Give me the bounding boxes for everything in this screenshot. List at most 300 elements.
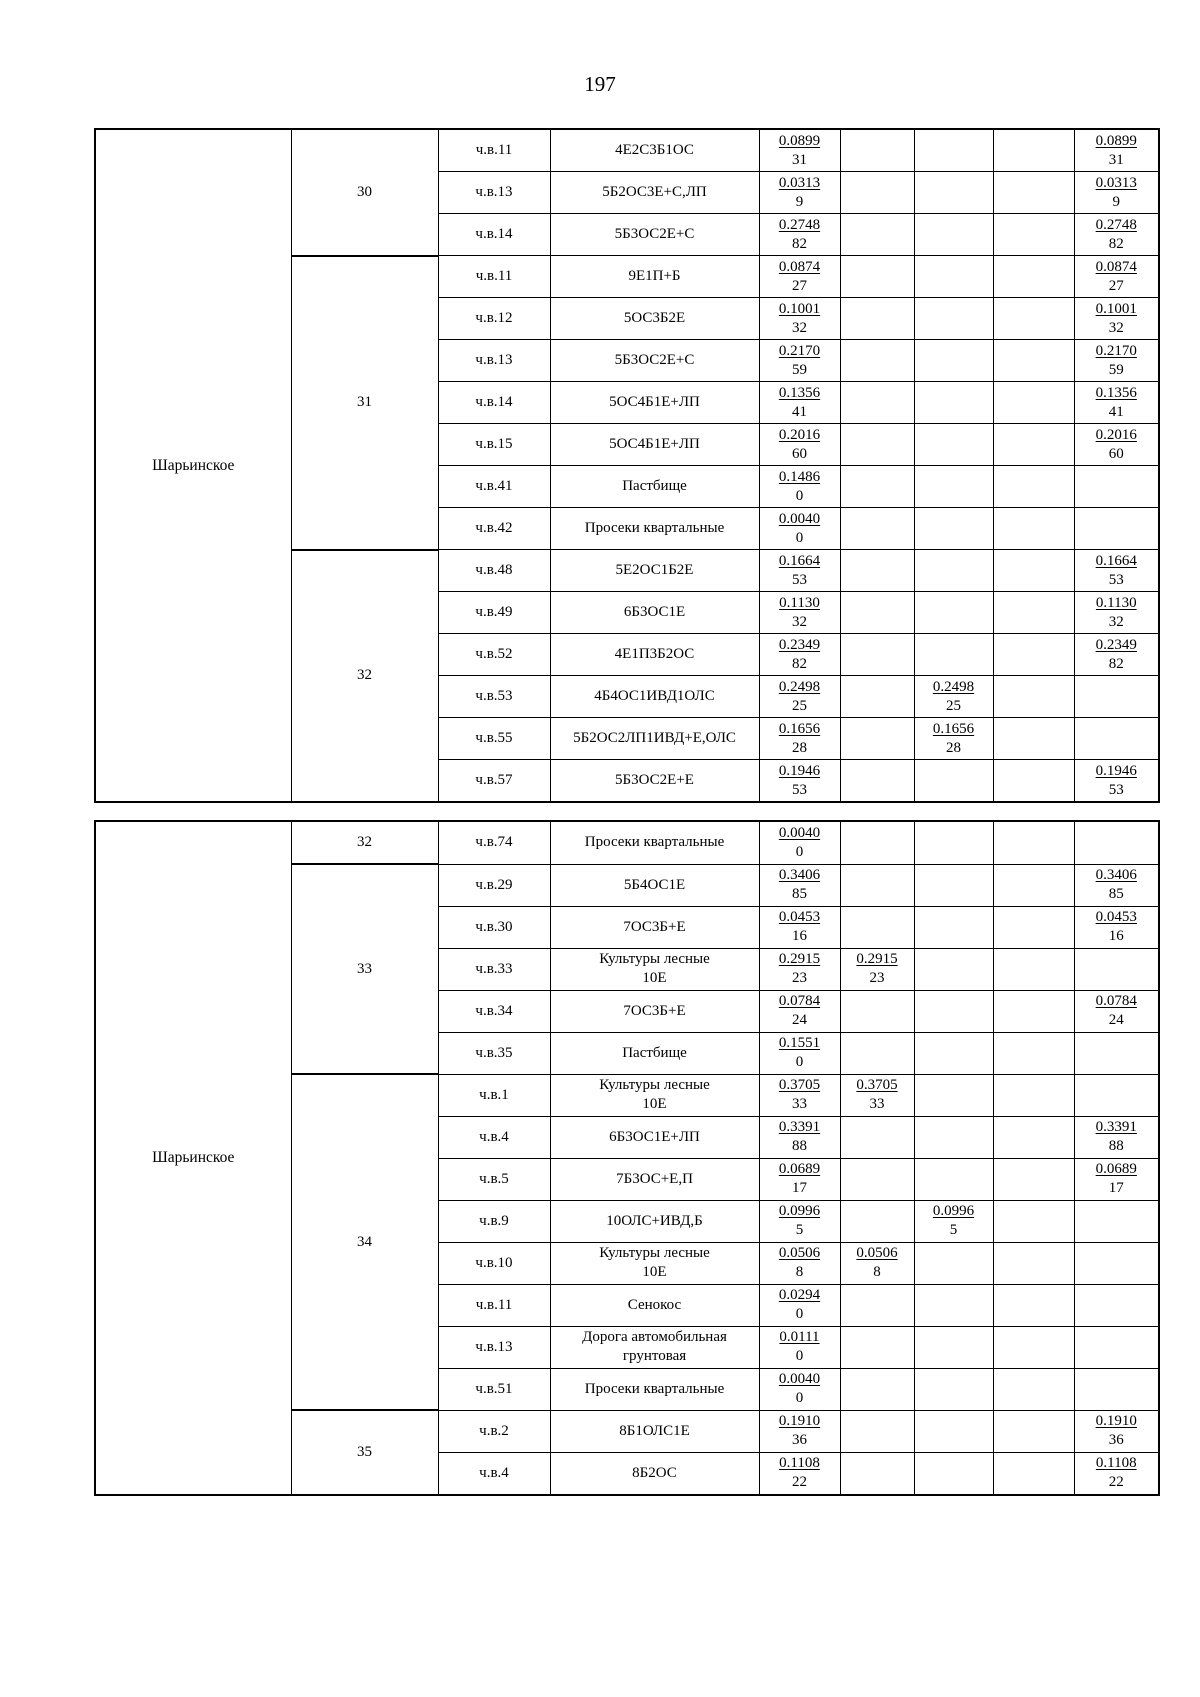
stock-value: 36 — [1108, 1432, 1124, 1448]
part-number: ч.в.34 — [438, 990, 550, 1032]
area-fraction — [779, 1412, 820, 1450]
value-cell-c4 — [993, 1200, 1074, 1242]
stock-value: 8 — [873, 1264, 881, 1280]
part-number: ч.в.11 — [438, 256, 550, 298]
value-cell-c2 — [840, 382, 914, 424]
area-value: 0.0874 — [778, 258, 821, 275]
value-cell-c4 — [993, 1284, 1074, 1326]
area-value: 0.1108 — [779, 1455, 820, 1471]
area-fraction — [779, 908, 820, 946]
composition-line: 8Б2ОС — [632, 1464, 677, 1481]
area-fraction — [779, 216, 820, 254]
value-cell-c5 — [1074, 256, 1159, 298]
value-cell-c2 — [840, 172, 914, 214]
stock-value: 85 — [792, 886, 807, 902]
value-cell-c4 — [993, 1242, 1074, 1284]
area-value: 0.1664 — [778, 552, 821, 569]
area-value: 0.2016 — [1095, 426, 1137, 443]
area-fraction — [779, 342, 820, 380]
part-number: ч.в.10 — [438, 1242, 550, 1284]
value-cell-c3 — [914, 550, 993, 592]
stock-value: 31 — [1108, 151, 1124, 168]
value-cell-c1 — [759, 906, 840, 948]
value-cell-c1 — [759, 1284, 840, 1326]
area-value: 0.1664 — [1095, 552, 1137, 569]
value-cell-c2 — [840, 592, 914, 634]
value-cell-c5 — [1074, 634, 1159, 676]
part-number: ч.в.57 — [438, 760, 550, 803]
value-cell-c4 — [993, 1116, 1074, 1158]
composition-line: 8Б1ОЛС1Е — [619, 1422, 690, 1439]
value-cell-c5 — [1074, 550, 1159, 592]
value-cell-c2 — [840, 634, 914, 676]
stock-value: 23 — [869, 970, 885, 986]
part-number: ч.в.13 — [438, 1326, 550, 1368]
composition-line: Пастбище — [622, 478, 687, 494]
stock-value: 22 — [791, 1474, 807, 1490]
part-number: ч.в.53 — [438, 676, 550, 718]
composition — [550, 1242, 759, 1284]
area-fraction — [779, 1370, 820, 1408]
part-number: ч.в.4 — [438, 1116, 550, 1158]
value-cell-c2 — [840, 1074, 914, 1116]
composition-line: Сенокос — [627, 1296, 682, 1313]
value-cell-c2 — [840, 1410, 914, 1452]
value-cell-c5 — [1074, 1242, 1159, 1284]
area-value: 0.3705 — [778, 1077, 821, 1093]
area-fraction — [779, 1244, 820, 1282]
value-cell-c1 — [759, 948, 840, 990]
area-value: 0.0313 — [778, 174, 821, 191]
area-value: 0.0313 — [1095, 174, 1137, 191]
stock-value: 8 — [795, 1264, 804, 1280]
table-row — [95, 129, 1159, 172]
value-cell-c4 — [993, 298, 1074, 340]
value-cell-c4 — [993, 1410, 1074, 1452]
value-cell-c1 — [759, 676, 840, 718]
value-cell-c3 — [914, 718, 993, 760]
area-value: 0.1551 — [778, 1035, 821, 1051]
value-cell-c3 — [914, 1200, 993, 1242]
part-number: ч.в.5 — [438, 1158, 550, 1200]
stock-value: 41 — [1108, 403, 1124, 420]
area-value: 0.2748 — [778, 216, 821, 233]
value-cell-c1 — [759, 718, 840, 760]
value-cell-c2 — [840, 676, 914, 718]
area-value: 0.3406 — [1095, 867, 1137, 883]
value-cell-c1 — [759, 1326, 840, 1368]
value-cell-c2 — [840, 298, 914, 340]
value-cell-c3 — [914, 821, 993, 864]
value-cell-c2 — [840, 1158, 914, 1200]
part-number: ч.в.14 — [438, 214, 550, 256]
kvartal-number: 32 — [291, 550, 438, 803]
value-cell-c1 — [759, 864, 840, 906]
area-fraction — [933, 678, 974, 716]
area-fraction — [933, 720, 974, 758]
area-fraction — [779, 174, 820, 212]
stock-value: 16 — [792, 928, 807, 944]
stock-value: 25 — [946, 697, 961, 714]
area-fraction — [779, 1076, 820, 1114]
value-cell-c2 — [840, 214, 914, 256]
value-cell-c1 — [759, 592, 840, 634]
value-cell-c5 — [1074, 676, 1159, 718]
area-value: 0.0453 — [1095, 909, 1137, 925]
part-number: ч.в.12 — [438, 298, 550, 340]
stock-value: 33 — [792, 1096, 807, 1112]
composition-line: Просеки квартальные — [584, 520, 725, 536]
stock-value: 17 — [792, 1180, 807, 1196]
composition-line: 10Е — [642, 1264, 667, 1280]
composition-line: 7ОС3Б+Е — [623, 918, 686, 935]
value-cell-c5 — [1074, 424, 1159, 466]
stock-value: 24 — [792, 1012, 807, 1028]
composition-line: Пастбище — [622, 1044, 687, 1061]
composition-line: 7ОС3Б+Е — [623, 1002, 686, 1019]
value-cell-c5 — [1074, 508, 1159, 550]
area-value: 0.0874 — [1095, 258, 1137, 275]
part-number: ч.в.1 — [438, 1074, 550, 1116]
area-value: 0.2349 — [778, 636, 821, 653]
value-cell-c4 — [993, 1326, 1074, 1368]
stock-value: 0 — [795, 1306, 804, 1322]
composition — [550, 340, 759, 382]
value-cell-c4 — [993, 129, 1074, 172]
value-cell-c4 — [993, 990, 1074, 1032]
value-cell-c4 — [993, 340, 1074, 382]
page-number: 197 — [584, 72, 616, 96]
stock-value: 27 — [1108, 277, 1124, 294]
composition — [550, 1200, 759, 1242]
value-cell-c4 — [993, 466, 1074, 508]
area-fraction — [779, 300, 820, 338]
value-cell-c3 — [914, 634, 993, 676]
composition-line: 5Б2ОС3Е+С,ЛП — [602, 184, 707, 200]
value-cell-c5 — [1074, 718, 1159, 760]
value-cell-c3 — [914, 760, 993, 803]
stock-value: 27 — [792, 277, 807, 294]
stock-value: 0 — [795, 843, 804, 860]
area-fraction — [779, 384, 820, 422]
value-cell-c3 — [914, 298, 993, 340]
value-cell-c3 — [914, 1368, 993, 1410]
part-number: ч.в.4 — [438, 1452, 550, 1495]
value-cell-c2 — [840, 760, 914, 803]
part-number: ч.в.30 — [438, 906, 550, 948]
value-cell-c1 — [759, 172, 840, 214]
value-cell-c1 — [759, 550, 840, 592]
value-cell-c1 — [759, 382, 840, 424]
value-cell-c2 — [840, 1116, 914, 1158]
table-2-body — [95, 821, 1159, 1495]
kvartal-number: 35 — [291, 1410, 438, 1495]
value-cell-c3 — [914, 676, 993, 718]
area-fraction — [1096, 174, 1137, 212]
part-number: ч.в.42 — [438, 508, 550, 550]
value-cell-c5 — [1074, 1452, 1159, 1495]
value-cell-c5 — [1074, 466, 1159, 508]
value-cell-c2 — [840, 256, 914, 298]
region-name: Шарьинское — [95, 129, 291, 802]
value-cell-c5 — [1074, 1368, 1159, 1410]
value-cell-c2 — [840, 508, 914, 550]
composition — [550, 821, 759, 864]
stock-value: 9 — [795, 193, 804, 210]
stock-value: 22 — [1108, 1474, 1124, 1490]
area-fraction — [1096, 384, 1137, 422]
value-cell-c4 — [993, 1032, 1074, 1074]
area-value: 0.1656 — [932, 720, 975, 737]
area-value: 0.0111 — [779, 1329, 820, 1345]
value-cell-c3 — [914, 592, 993, 634]
value-cell-c3 — [914, 1116, 993, 1158]
stock-value: 0 — [795, 1348, 804, 1364]
area-value: 0.1130 — [1095, 594, 1137, 611]
composition — [550, 1284, 759, 1326]
value-cell-c1 — [759, 1368, 840, 1410]
value-cell-c1 — [759, 214, 840, 256]
composition — [550, 676, 759, 718]
value-cell-c1 — [759, 1158, 840, 1200]
forest-table-2 — [94, 820, 1160, 1496]
composition — [550, 1326, 759, 1368]
stock-value: 53 — [1108, 781, 1124, 798]
value-cell-c4 — [993, 676, 1074, 718]
area-value: 0.0689 — [778, 1161, 821, 1177]
stock-value: 28 — [792, 739, 807, 756]
composition — [550, 718, 759, 760]
value-cell-c1 — [759, 1074, 840, 1116]
area-fraction — [779, 678, 820, 716]
composition — [550, 990, 759, 1032]
stock-value: 5 — [949, 1222, 958, 1238]
stock-value: 5 — [795, 1222, 804, 1238]
stock-value: 82 — [1108, 235, 1124, 252]
area-value: 0.1946 — [778, 762, 821, 779]
stock-value: 31 — [792, 151, 807, 168]
composition-line: 5Б3ОС2Е+С — [614, 226, 695, 242]
stock-value: 0 — [795, 487, 804, 504]
value-cell-c4 — [993, 592, 1074, 634]
value-cell-c4 — [993, 634, 1074, 676]
composition — [550, 214, 759, 256]
value-cell-c3 — [914, 1452, 993, 1495]
area-fraction — [1096, 216, 1137, 254]
table-1-body — [95, 129, 1159, 802]
value-cell-c2 — [840, 718, 914, 760]
composition-line: 10ОЛС+ИВД,Б — [606, 1212, 703, 1229]
value-cell-c5 — [1074, 906, 1159, 948]
value-cell-c3 — [914, 1074, 993, 1116]
composition — [550, 1368, 759, 1410]
value-cell-c3 — [914, 1158, 993, 1200]
composition-line: 5ОС4Б1Е+ЛП — [609, 394, 700, 410]
value-cell-c4 — [993, 1074, 1074, 1116]
composition-line: Культуры лесные — [599, 1245, 710, 1261]
composition — [550, 298, 759, 340]
value-cell-c4 — [993, 718, 1074, 760]
value-cell-c2 — [840, 864, 914, 906]
area-fraction — [1096, 342, 1137, 380]
composition-line: Просеки квартальные — [584, 834, 725, 851]
area-fraction — [1096, 132, 1137, 170]
area-value: 0.0689 — [1095, 1161, 1137, 1177]
value-cell-c1 — [759, 1116, 840, 1158]
part-number: ч.в.41 — [438, 466, 550, 508]
stock-value: 23 — [792, 970, 807, 986]
composition-line: 4Е1П3Б2ОС — [614, 646, 695, 662]
area-fraction — [1096, 908, 1137, 946]
composition — [550, 256, 759, 298]
value-cell-c1 — [759, 821, 840, 864]
value-cell-c3 — [914, 1242, 993, 1284]
part-number: ч.в.11 — [438, 129, 550, 172]
area-value: 0.2915 — [778, 951, 821, 967]
value-cell-c4 — [993, 1368, 1074, 1410]
stock-value: 53 — [792, 781, 807, 798]
value-cell-c1 — [759, 508, 840, 550]
composition-line: 6Б3ОС1Е+ЛП — [609, 1128, 700, 1145]
value-cell-c1 — [759, 256, 840, 298]
composition-line: Дорога автомобильная — [582, 1329, 727, 1345]
value-cell-c2 — [840, 990, 914, 1032]
table-row — [95, 821, 1159, 864]
value-cell-c3 — [914, 1284, 993, 1326]
value-cell-c2 — [840, 1032, 914, 1074]
composition — [550, 906, 759, 948]
area-value: 0.0040 — [778, 824, 821, 841]
value-cell-c3 — [914, 172, 993, 214]
stock-value: 36 — [792, 1432, 807, 1448]
stock-value: 59 — [792, 361, 807, 378]
composition — [550, 1158, 759, 1200]
value-cell-c5 — [1074, 1158, 1159, 1200]
area-fraction — [779, 594, 820, 632]
value-cell-c3 — [914, 864, 993, 906]
part-number: ч.в.52 — [438, 634, 550, 676]
composition — [550, 864, 759, 906]
area-value: 0.2170 — [1095, 342, 1137, 359]
part-number: ч.в.74 — [438, 821, 550, 864]
area-fraction — [1096, 1160, 1137, 1198]
stock-value: 82 — [1108, 655, 1124, 672]
area-value: 0.0506 — [778, 1245, 821, 1261]
area-fraction — [779, 1328, 819, 1366]
area-fraction — [1096, 1412, 1137, 1450]
value-cell-c5 — [1074, 1410, 1159, 1452]
value-cell-c5 — [1074, 129, 1159, 172]
part-number: ч.в.15 — [438, 424, 550, 466]
area-value: 0.1356 — [778, 384, 821, 401]
part-number: ч.в.14 — [438, 382, 550, 424]
composition — [550, 1452, 759, 1495]
value-cell-c2 — [840, 906, 914, 948]
stock-value: 88 — [792, 1138, 807, 1154]
area-fraction — [779, 992, 820, 1030]
area-fraction — [779, 1118, 820, 1156]
composition — [550, 172, 759, 214]
area-fraction — [1096, 300, 1137, 338]
area-value: 0.2748 — [1095, 216, 1137, 233]
area-fraction — [779, 762, 820, 800]
value-cell-c4 — [993, 424, 1074, 466]
value-cell-c4 — [993, 1452, 1074, 1495]
area-fraction — [779, 1034, 820, 1072]
value-cell-c2 — [840, 424, 914, 466]
composition-line: 5ОС3Б2Е — [623, 310, 686, 326]
value-cell-c2 — [840, 1200, 914, 1242]
composition — [550, 1116, 759, 1158]
stock-value: 41 — [792, 403, 807, 420]
area-fraction — [1096, 594, 1137, 632]
composition — [550, 760, 759, 803]
value-cell-c5 — [1074, 1326, 1159, 1368]
area-value: 0.1486 — [778, 468, 821, 485]
composition-line: 5Б4ОС1Е — [623, 876, 686, 893]
value-cell-c5 — [1074, 1116, 1159, 1158]
area-fraction — [779, 950, 820, 988]
value-cell-c4 — [993, 382, 1074, 424]
stock-value: 0 — [795, 1390, 804, 1406]
composition-line: 6Б3ОС1Е — [623, 604, 686, 620]
stock-value: 53 — [1108, 571, 1124, 588]
value-cell-c4 — [993, 1158, 1074, 1200]
value-cell-c1 — [759, 990, 840, 1032]
stock-value: 60 — [1108, 445, 1124, 462]
value-cell-c3 — [914, 906, 993, 948]
value-cell-c5 — [1074, 214, 1159, 256]
value-cell-c2 — [840, 1326, 914, 1368]
stock-value: 0 — [795, 529, 804, 546]
value-cell-c3 — [914, 424, 993, 466]
area-value: 0.3391 — [778, 1119, 821, 1135]
value-cell-c1 — [759, 129, 840, 172]
area-fraction — [779, 1286, 820, 1324]
area-fraction — [779, 426, 820, 464]
composition-line: грунтовая — [622, 1348, 687, 1364]
value-cell-c4 — [993, 508, 1074, 550]
value-cell-c4 — [993, 760, 1074, 803]
part-number: ч.в.13 — [438, 172, 550, 214]
area-fraction — [1096, 992, 1137, 1030]
value-cell-c3 — [914, 466, 993, 508]
value-cell-c3 — [914, 214, 993, 256]
value-cell-c3 — [914, 340, 993, 382]
composition-line: Просеки квартальные — [584, 1380, 725, 1397]
area-fraction — [856, 950, 897, 988]
composition-line: 10Е — [642, 1096, 667, 1112]
area-value: 0.2170 — [778, 342, 821, 359]
composition — [550, 1410, 759, 1452]
area-value: 0.3705 — [856, 1077, 898, 1093]
stock-value: 32 — [1108, 613, 1124, 630]
area-fraction — [779, 1202, 820, 1240]
composition-line: 7Б3ОС+Е,П — [616, 1170, 693, 1187]
value-cell-c2 — [840, 821, 914, 864]
value-cell-c1 — [759, 424, 840, 466]
value-cell-c3 — [914, 1032, 993, 1074]
composition-line: 5Е2ОС1Б2Е — [615, 562, 694, 578]
stock-value: 82 — [792, 655, 807, 672]
value-cell-c1 — [759, 298, 840, 340]
area-fraction — [1096, 426, 1137, 464]
stock-value: 32 — [1108, 319, 1124, 336]
composition-line: 5Б2ОС2ЛП1ИВД+Е,ОЛС — [573, 730, 736, 746]
value-cell-c5 — [1074, 864, 1159, 906]
area-value: 0.1108 — [1095, 1455, 1137, 1471]
area-value: 0.1356 — [1095, 384, 1137, 401]
